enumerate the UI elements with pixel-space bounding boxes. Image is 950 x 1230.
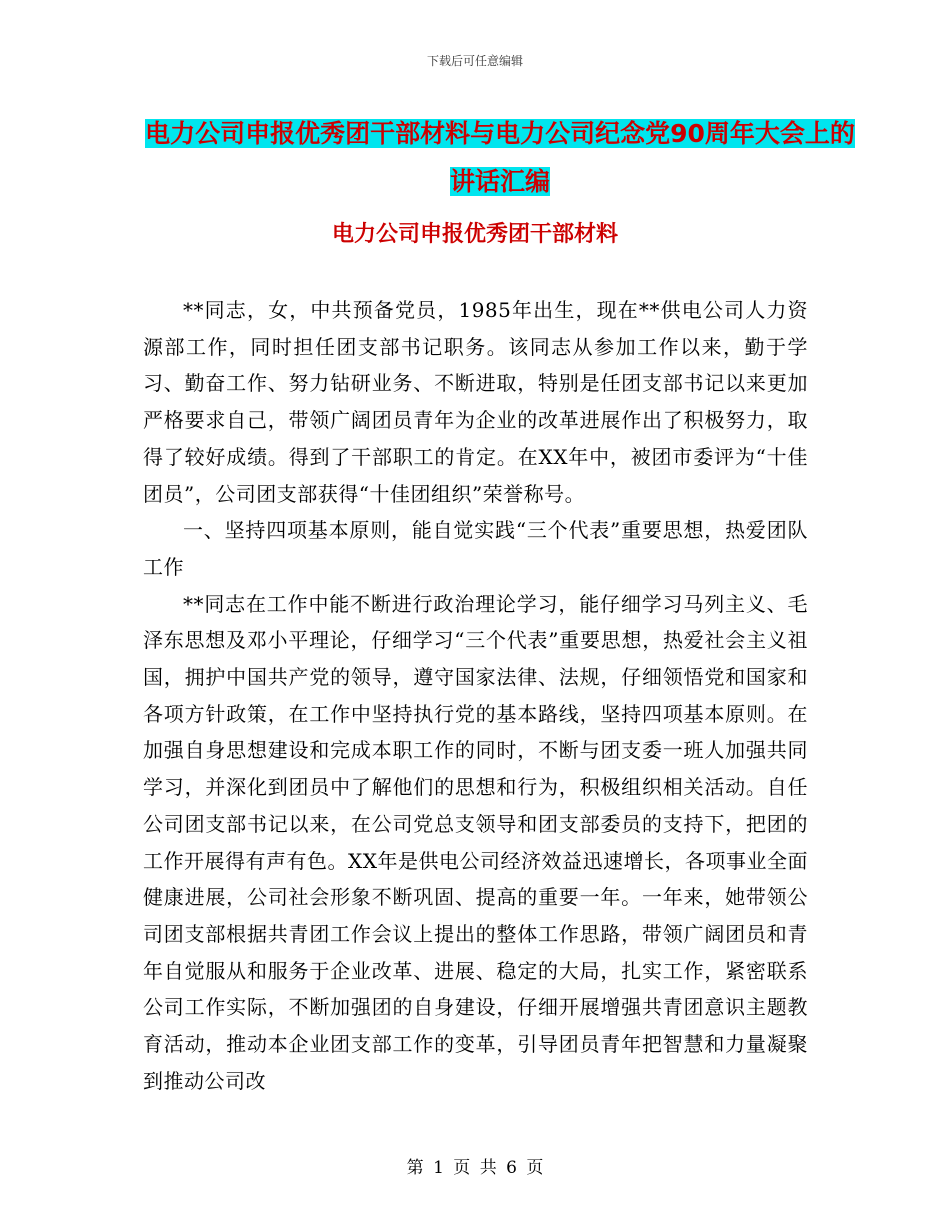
section-heading: 电力公司申报优秀团干部材料 xyxy=(331,222,618,247)
document-title-text: 电力公司申报优秀团干部材料与电力公司纪念党90周年大会上的讲话汇编 xyxy=(145,119,855,196)
body-paragraph: **同志在工作中能不断进行政治理论学习，能仔细学习马列主义、毛泽东思想及邓小平理论，仔细学习“三个代表”重要思想，热爱社会主义祖国，拥护中国共产党的领导，遵守国家法律、法规，仔细领悟党和国家和各项方针政策，在工作中坚持执行党的基本路线，坚持四项基本原则。在加强自身思想建设和完成本职工作的同时，不断与团支委一班人加强共同学习，并深化到团员中了解他们的思想和行为，积极组织相关活动。自任公司团支部书记以来，在公司党总支领导和团支部委员的支持下，把团的工作开展得有声有色。XX年是供电公司经济效益迅速增长，各项事业全面健康进展，公司社会形象不断巩固、提高的重要一年。一年来，她带领公司团支部根据共青团工作会议上提出的整体工作思路，带领广阔团员和青年自觉服从和服务于企业改革、进展、稳定的大局，扎实工作，紧密联系公司工作实际，不断加强团的自身建设，仔细开展增强共青团意识主题教育活动，推动本企业团支部工作的变革，引导团员青年把智慧和力量凝聚到推动公司改 xyxy=(143,591,808,1093)
document-title xyxy=(140,110,860,206)
document-body xyxy=(143,292,808,1099)
page-footer: 第 1 页 共 6 页 xyxy=(406,1158,544,1178)
body-paragraph: 一、坚持四项基本原则，能自觉实践“三个代表”重要思想，热爱团队工作 xyxy=(143,518,808,579)
page-header-note: 下载后可任意编辑 xyxy=(426,54,523,68)
body-paragraph: **同志，女，中共预备党员，1985年出生，现在**供电公司人力资源部工作，同时担任团支部书记职务。该同志从参加工作以来，勤于学习、勤奋工作、努力钻研业务、不断进取，特别是任团支部书记以来更加严格要求自己，带领广阔团员青年为企业的改革进展作出了积极努力，取得了较好成绩。得到了干部职工的肯定。在XX年中，被团市委评为“十佳团员”，公司团支部获得“十佳团组织”荣誉称号。 xyxy=(143,298,808,506)
